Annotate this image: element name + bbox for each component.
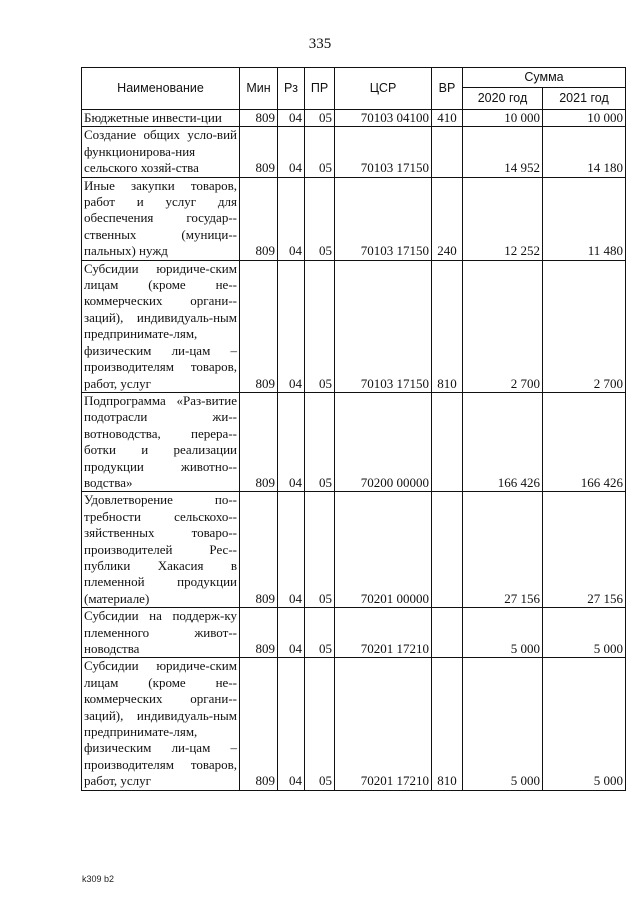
cell-name: Иные закупки товаров, работ и услуг для обеспечения государ-ственных (муници-пальных) нужд <box>82 177 240 260</box>
cell-rz: 04 <box>278 492 305 608</box>
table-row <box>82 392 626 491</box>
cell-csr: 70201 00000 <box>335 492 432 608</box>
cell-vr <box>432 492 463 608</box>
table-row <box>82 608 626 658</box>
cell-csr: 70201 17210 <box>335 608 432 658</box>
cell-2020: 12 252 <box>463 177 543 260</box>
cell-2020: 2 700 <box>463 260 543 392</box>
cell-vr <box>432 392 463 491</box>
cell-rz: 04 <box>278 392 305 491</box>
cell-pr: 05 <box>305 492 335 608</box>
table-row <box>82 260 626 392</box>
cell-min: 809 <box>240 110 278 127</box>
cell-2020: 5 000 <box>463 658 543 790</box>
cell-rz: 04 <box>278 127 305 177</box>
header-pr: ПР <box>305 68 335 110</box>
cell-csr: 70103 17150 <box>335 177 432 260</box>
cell-min: 809 <box>240 392 278 491</box>
cell-pr: 05 <box>305 260 335 392</box>
cell-min: 809 <box>240 177 278 260</box>
cell-name: Бюджетные инвести-ции <box>82 110 240 127</box>
cell-2020: 27 156 <box>463 492 543 608</box>
cell-2020: 10 000 <box>463 110 543 127</box>
cell-csr: 70103 17150 <box>335 260 432 392</box>
cell-2020: 5 000 <box>463 608 543 658</box>
cell-name: Субсидии юридиче-ским лицам (кроме не-коммерческих органи-заций), индивидуаль-ным предпринимате-лям, физическим ли-цам – производителям товаров, работ, услуг <box>82 658 240 790</box>
cell-2021: 5 000 <box>543 658 626 790</box>
cell-csr: 70201 17210 <box>335 658 432 790</box>
cell-csr: 70200 00000 <box>335 392 432 491</box>
header-csr: ЦСР <box>335 68 432 110</box>
cell-csr: 70103 17150 <box>335 127 432 177</box>
table-row <box>82 492 626 608</box>
cell-2021: 10 000 <box>543 110 626 127</box>
header-year-2021: 2021 год <box>543 88 626 110</box>
cell-2020: 14 952 <box>463 127 543 177</box>
cell-name: Подпрограмма «Раз-витие подотрасли жи-вотноводства, перера-ботки и реализации продукции животно-водства» <box>82 392 240 491</box>
cell-min: 809 <box>240 260 278 392</box>
cell-pr: 05 <box>305 608 335 658</box>
table-row <box>82 177 626 260</box>
cell-name: Создание общих усло-вий функционирова-ния сельского хозяй-ства <box>82 127 240 177</box>
table-row <box>82 658 626 790</box>
cell-rz: 04 <box>278 658 305 790</box>
cell-min: 809 <box>240 492 278 608</box>
header-min: Мин <box>240 68 278 110</box>
cell-2021: 2 700 <box>543 260 626 392</box>
table-row <box>82 110 626 127</box>
cell-2021: 166 426 <box>543 392 626 491</box>
cell-2021: 27 156 <box>543 492 626 608</box>
cell-rz: 04 <box>278 177 305 260</box>
cell-2021: 11 480 <box>543 177 626 260</box>
cell-vr: 240 <box>432 177 463 260</box>
cell-name: Удовлетворение по-требности сельскохо-зяйственных товаро-производителей Рес-публики Хакасия в племенной продукции (материале) <box>82 492 240 608</box>
cell-vr <box>432 127 463 177</box>
cell-csr: 70103 04100 <box>335 110 432 127</box>
cell-rz: 04 <box>278 110 305 127</box>
header-name: Наименование <box>82 68 240 110</box>
cell-pr: 05 <box>305 392 335 491</box>
header-year-2020: 2020 год <box>463 88 543 110</box>
footer-code: k309 b2 <box>82 874 115 884</box>
cell-pr: 05 <box>305 177 335 260</box>
cell-vr: 810 <box>432 260 463 392</box>
cell-min: 809 <box>240 127 278 177</box>
cell-rz: 04 <box>278 608 305 658</box>
header-rz: Рз <box>278 68 305 110</box>
header-vr: ВР <box>432 68 463 110</box>
cell-vr: 410 <box>432 110 463 127</box>
cell-pr: 05 <box>305 658 335 790</box>
cell-min: 809 <box>240 658 278 790</box>
header-sum: Сумма <box>463 68 626 88</box>
cell-pr: 05 <box>305 127 335 177</box>
cell-2021: 5 000 <box>543 608 626 658</box>
cell-vr <box>432 608 463 658</box>
cell-name: Субсидии юридиче-ским лицам (кроме не-коммерческих органи-заций), индивидуаль-ным предпринимате-лям, физическим ли-цам – производителям товаров, работ, услуг <box>82 260 240 392</box>
page-number: 335 <box>308 36 332 52</box>
table-row <box>82 127 626 177</box>
cell-pr: 05 <box>305 110 335 127</box>
cell-rz: 04 <box>278 260 305 392</box>
budget-table <box>81 67 626 791</box>
cell-name: Субсидии на поддерж-ку племенного живот-новодства <box>82 608 240 658</box>
cell-2020: 166 426 <box>463 392 543 491</box>
cell-vr: 810 <box>432 658 463 790</box>
cell-min: 809 <box>240 608 278 658</box>
cell-2021: 14 180 <box>543 127 626 177</box>
